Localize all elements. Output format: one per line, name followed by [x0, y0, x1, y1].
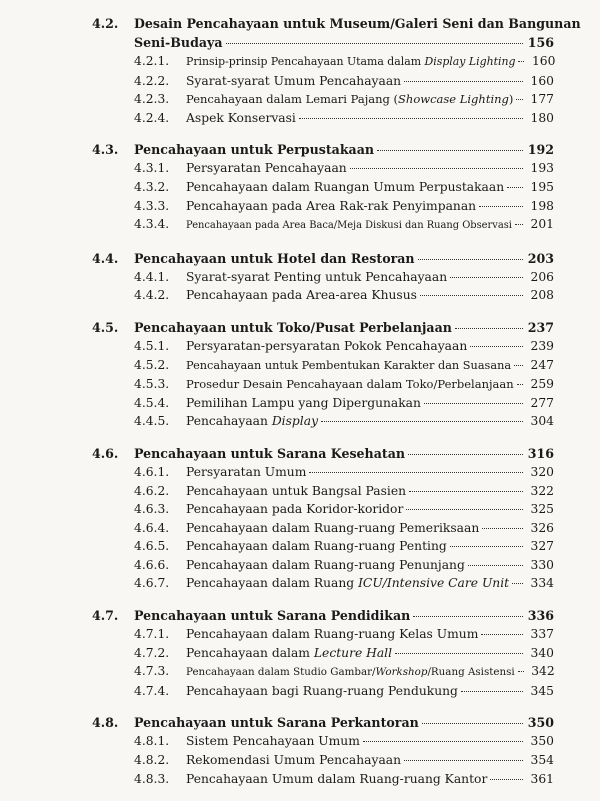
entry-title-text: Pencahayaan dalam Ruang-ruang Penunjang — [186, 557, 465, 572]
entry-title-text: Pencahayaan dalam Studio Gambar/ — [186, 666, 376, 679]
entry-title-text: Syarat-syarat Umum Pencahayaan — [186, 73, 402, 88]
entry-title-text: Pencahayaan Umum dalam Ruang-ruang Kantor — [186, 771, 488, 786]
toc-section — [92, 318, 554, 431]
page-number: 326 — [530, 520, 554, 535]
toc-entry[interactable] — [92, 412, 554, 431]
entry-number: 4.4.5. — [134, 414, 170, 429]
entry-number: 4.6.3. — [134, 502, 170, 517]
toc-section — [92, 14, 581, 127]
dot-leader — [515, 224, 523, 225]
entry-title-text: Pencahayaan dalam Ruangan Umum Perpustakaan — [186, 179, 505, 194]
entry-title — [186, 732, 360, 751]
entry-title — [186, 751, 401, 770]
dot-leader — [517, 384, 523, 385]
section-title-line — [92, 249, 554, 268]
entry-title-text: Pencahayaan untuk Bangsal Pasien — [186, 483, 407, 498]
entry-number: 4.6.6. — [134, 557, 170, 572]
toc-entry[interactable] — [92, 519, 554, 538]
dot-leader — [461, 691, 523, 692]
entry-title — [186, 682, 458, 701]
toc-entry[interactable] — [92, 662, 554, 682]
page-number: 239 — [530, 338, 554, 353]
entry-title — [186, 500, 403, 519]
entry-number: 4.3.2. — [134, 179, 170, 194]
entry-title-text: Prinsip-prinsip Pencahayaan Utama dalam — [186, 55, 425, 68]
entry-number: 4.2.4. — [134, 110, 170, 125]
entry-number: 4.7.3. — [134, 664, 170, 679]
dot-leader — [377, 150, 523, 151]
entry-title-italic: Display Lighting — [424, 55, 516, 68]
entry-title — [186, 412, 318, 431]
entry-title — [186, 625, 478, 644]
page-number: 156 — [527, 35, 554, 50]
toc-entry[interactable] — [92, 337, 554, 356]
toc-entry[interactable] — [92, 72, 554, 91]
section-title: Pencahayaan untuk Hotel dan Restoran — [134, 250, 415, 266]
entry-title-text: Persyaratan Pencahayaan — [186, 161, 347, 176]
dot-leader — [408, 454, 523, 455]
page-number: 322 — [530, 483, 554, 498]
toc-entry[interactable] — [92, 625, 554, 644]
section-heading[interactable] — [92, 318, 554, 337]
toc-entry[interactable] — [92, 375, 554, 394]
dot-leader — [299, 118, 523, 119]
entry-title — [186, 337, 467, 356]
toc-entry[interactable] — [92, 463, 554, 482]
page-number: 160 — [530, 73, 554, 88]
page-number: 160 — [531, 54, 556, 68]
entry-title-text: Pencahayaan untuk Pembentukan Karakter dan Suasana — [186, 358, 512, 372]
toc-entry[interactable] — [92, 268, 554, 287]
page-number: 325 — [530, 502, 554, 517]
toc-entry[interactable] — [92, 52, 554, 72]
toc-entry[interactable] — [92, 537, 554, 556]
toc-entry[interactable] — [92, 356, 554, 376]
entry-title-text: Pencahayaan dalam Lemari Pajang ( — [186, 92, 399, 107]
entry-title-text: Pencahayaan pada Area Baca/Meja Diskusi dan Ruang Observasi — [186, 220, 512, 232]
entry-title — [186, 268, 447, 287]
toc-section — [92, 249, 554, 305]
dot-leader — [468, 565, 523, 566]
page-number: 334 — [530, 576, 554, 591]
page-number: 345 — [530, 683, 554, 698]
page-number: 320 — [530, 464, 554, 479]
section-number: 4.2. — [92, 16, 119, 31]
entry-title — [186, 90, 513, 109]
section-number: 4.5. — [92, 319, 119, 335]
section-number: 4.3. — [92, 142, 119, 158]
entry-number: 4.8.2. — [134, 753, 170, 768]
entry-title-text: Pencahayaan dalam Ruang-ruang Penting — [186, 539, 447, 554]
entry-number: 4.5.3. — [134, 377, 170, 392]
entry-number: 4.3.1. — [134, 161, 170, 176]
toc-entry[interactable] — [92, 197, 554, 216]
entry-number: 4.4.1. — [134, 269, 170, 284]
page-number: 177 — [530, 92, 554, 107]
dot-leader — [479, 206, 523, 207]
entry-title — [186, 109, 296, 128]
section-title: Pencahayaan untuk Toko/Pusat Perbelanjaan — [134, 319, 452, 335]
entry-title — [186, 482, 406, 501]
page-number: 354 — [530, 753, 554, 768]
entry-title-text: Prosedur Desain Pencahayaan dalam Toko/Perbelanjaan — [186, 377, 514, 392]
entry-title — [186, 178, 504, 197]
dot-leader — [404, 81, 523, 82]
entry-title — [186, 394, 421, 413]
toc-entry[interactable] — [92, 90, 554, 109]
dot-leader — [406, 509, 523, 510]
page-number: 259 — [530, 377, 554, 392]
entry-title — [186, 770, 487, 789]
entry-title-text: Pencahayaan pada Area Rak-rak Penyimpanan — [186, 198, 477, 213]
entry-title — [186, 375, 514, 394]
entry-title — [186, 197, 476, 216]
entry-title-text: Pencahayaan bagi Ruang-ruang Pendukung — [186, 683, 458, 698]
entry-title-italic: Display — [271, 414, 319, 429]
entry-number: 4.2.2. — [134, 73, 170, 88]
page-number: 198 — [530, 198, 554, 213]
dot-leader — [321, 421, 523, 422]
page-number: 192 — [527, 142, 554, 158]
section-heading[interactable] — [92, 444, 554, 463]
toc-section — [92, 713, 554, 788]
entry-number: 4.3.3. — [134, 198, 170, 213]
dot-leader — [395, 653, 523, 654]
entry-number: 4.5.2. — [134, 357, 170, 372]
page-number: 206 — [530, 269, 554, 284]
dot-leader — [418, 259, 523, 260]
entry-number: 4.6.4. — [134, 520, 170, 535]
section-title-line — [92, 140, 554, 159]
entry-title — [186, 574, 509, 593]
page-number: 316 — [527, 445, 554, 461]
section-title: Pencahayaan untuk Perpustakaan — [134, 142, 375, 158]
dot-leader — [226, 43, 523, 44]
section-heading[interactable] — [92, 140, 554, 159]
entry-title — [186, 357, 511, 376]
dot-leader — [518, 61, 524, 62]
entry-title-text: Pencahayaan dalam Ruang-ruang Kelas Umum — [186, 627, 479, 642]
section-heading[interactable] — [92, 713, 554, 732]
page-number: 350 — [527, 715, 554, 731]
toc-entry[interactable] — [92, 394, 554, 413]
entry-number: 4.8.3. — [134, 771, 170, 786]
dot-leader — [490, 779, 523, 780]
entry-number: 4.4.2. — [134, 288, 170, 303]
page-number: 277 — [530, 395, 554, 410]
section-heading[interactable] — [92, 249, 554, 268]
dot-leader — [450, 277, 523, 278]
page-number: 327 — [530, 539, 554, 554]
entry-title — [186, 463, 306, 482]
page-number: 330 — [530, 557, 554, 572]
dot-leader — [309, 472, 523, 473]
section-heading[interactable] — [92, 14, 581, 52]
dot-leader — [516, 99, 523, 100]
entry-title-text: Pencahayaan pada Area-area Khusus — [186, 288, 417, 303]
section-number: 4.6. — [92, 445, 119, 461]
page-number: 193 — [530, 161, 554, 176]
section-heading[interactable] — [92, 606, 554, 625]
toc-entry[interactable] — [92, 556, 554, 575]
entry-title — [186, 53, 515, 72]
entry-title-italic: Workshop — [375, 666, 428, 679]
section-title-line — [92, 318, 554, 337]
entry-number: 4.6.5. — [134, 539, 170, 554]
dot-leader — [518, 671, 524, 672]
entry-title-text: Pencahayaan dalam Ruang — [186, 576, 359, 591]
dot-leader — [512, 583, 523, 584]
entry-number: 4.8.1. — [134, 734, 170, 749]
entry-title-text: Pencahayaan — [186, 414, 272, 429]
page-number: 336 — [527, 608, 554, 624]
entry-title-text: Pencahayaan pada Koridor-koridor — [186, 502, 404, 517]
page-number: 337 — [530, 627, 554, 642]
entry-title-italic: ICU/Intensive Care Unit — [358, 576, 510, 591]
dot-leader — [482, 528, 523, 529]
page-number: 203 — [527, 250, 554, 266]
entry-number: 4.6.1. — [134, 464, 170, 479]
section-title-cont: Seni-Budaya — [134, 35, 223, 50]
entry-title-text: Sistem Pencahayaan Umum — [186, 734, 360, 749]
entry-title-text: Persyaratan-persyaratan Pokok Pencahayaan — [186, 338, 468, 353]
entry-title-text: Persyaratan Umum — [186, 464, 307, 479]
entry-title-text: Pemilihan Lampu yang Dipergunakan — [186, 395, 421, 410]
toc-entry[interactable] — [92, 178, 554, 197]
entry-title — [186, 537, 447, 556]
dot-leader — [424, 403, 523, 404]
entry-number: 4.6.7. — [134, 576, 170, 591]
entry-number: 4.2.1. — [134, 54, 170, 68]
toc-entry[interactable] — [92, 732, 554, 751]
entry-title-text: Pencahayaan dalam Ruang-ruang Pemeriksaan — [186, 520, 480, 535]
page-number: 247 — [530, 357, 554, 372]
dot-leader — [507, 187, 523, 188]
section-title: Pencahayaan untuk Sarana Kesehatan — [134, 445, 406, 461]
section-number: 4.4. — [92, 250, 119, 266]
section-number: 4.8. — [92, 715, 119, 731]
entry-title — [186, 519, 479, 538]
toc-section — [92, 606, 554, 700]
entry-title-text: Pencahayaan dalam — [186, 645, 314, 660]
section-title-line — [92, 606, 554, 625]
toc-entry[interactable] — [92, 109, 554, 128]
entry-number: 4.3.4. — [134, 217, 170, 232]
toc-entry[interactable] — [92, 682, 554, 701]
dot-leader — [514, 365, 523, 366]
entry-title — [186, 72, 401, 91]
section-title: Pencahayaan untuk Sarana Pendidikan — [134, 608, 411, 624]
dot-leader — [450, 546, 523, 547]
page-number: 237 — [527, 319, 554, 335]
entry-title-text: Syarat-syarat Penting untuk Pencahayaan — [186, 269, 448, 284]
dot-leader — [363, 741, 523, 742]
toc-entry[interactable] — [92, 215, 554, 236]
entry-title-after: ) — [508, 92, 514, 107]
section-number: 4.7. — [92, 608, 119, 624]
entry-number: 4.7.2. — [134, 645, 170, 660]
toc-section — [92, 140, 554, 235]
page-number: 342 — [531, 664, 555, 679]
dot-leader — [409, 491, 523, 492]
dot-leader — [422, 723, 523, 724]
toc-section — [92, 444, 554, 593]
toc-entry[interactable] — [92, 500, 554, 519]
section-title-line — [92, 14, 581, 33]
page-number: 208 — [530, 288, 554, 303]
toc-entry[interactable] — [92, 751, 554, 770]
entry-title — [186, 663, 515, 682]
page-number: 195 — [530, 179, 554, 194]
entry-title-italic: Lecture Hall — [313, 645, 393, 660]
page-number: 350 — [530, 734, 554, 749]
entry-title — [186, 644, 392, 663]
dot-leader — [481, 634, 523, 635]
toc-entry[interactable] — [92, 770, 554, 789]
table-of-contents — [92, 14, 581, 801]
toc-entry[interactable] — [92, 644, 554, 663]
dot-leader — [413, 616, 523, 617]
entry-title-text: Rekomendasi Umum Pencahayaan — [186, 753, 402, 768]
page-number: 361 — [530, 771, 554, 786]
page-number: 340 — [530, 645, 554, 660]
section-title: Pencahayaan untuk Sarana Perkantoran — [134, 715, 419, 731]
section-title-line — [92, 713, 554, 732]
page-number: 201 — [530, 217, 554, 232]
entry-title-italic: Showcase Lighting — [398, 92, 509, 107]
entry-title-text: Aspek Konservasi — [186, 110, 296, 125]
toc-entry[interactable] — [92, 159, 554, 178]
entry-title — [186, 217, 512, 236]
section-title-line — [92, 444, 554, 463]
entry-title-after: /Ruang Asistensi — [427, 666, 515, 679]
entry-number: 4.2.3. — [134, 92, 170, 107]
toc-entry[interactable] — [92, 482, 554, 501]
entry-number: 4.7.1. — [134, 627, 170, 642]
dot-leader — [420, 295, 523, 296]
toc-entry[interactable] — [92, 574, 554, 593]
entry-title — [186, 556, 465, 575]
entry-number: 4.5.4. — [134, 395, 170, 410]
entry-number: 4.7.4. — [134, 683, 170, 698]
page-number: 304 — [530, 414, 554, 429]
page-number: 180 — [530, 110, 554, 125]
entry-title — [186, 159, 347, 178]
toc-entry[interactable] — [92, 286, 554, 305]
entry-title — [186, 286, 417, 305]
section-title: Desain Pencahayaan untuk Museum/Galeri Seni dan Bangunan — [134, 16, 581, 31]
dot-leader — [455, 328, 523, 329]
dot-leader — [350, 168, 523, 169]
entry-number: 4.6.2. — [134, 483, 170, 498]
dot-leader — [404, 760, 523, 761]
entry-number: 4.5.1. — [134, 338, 170, 353]
section-title-line — [92, 33, 554, 52]
dot-leader — [470, 346, 523, 347]
